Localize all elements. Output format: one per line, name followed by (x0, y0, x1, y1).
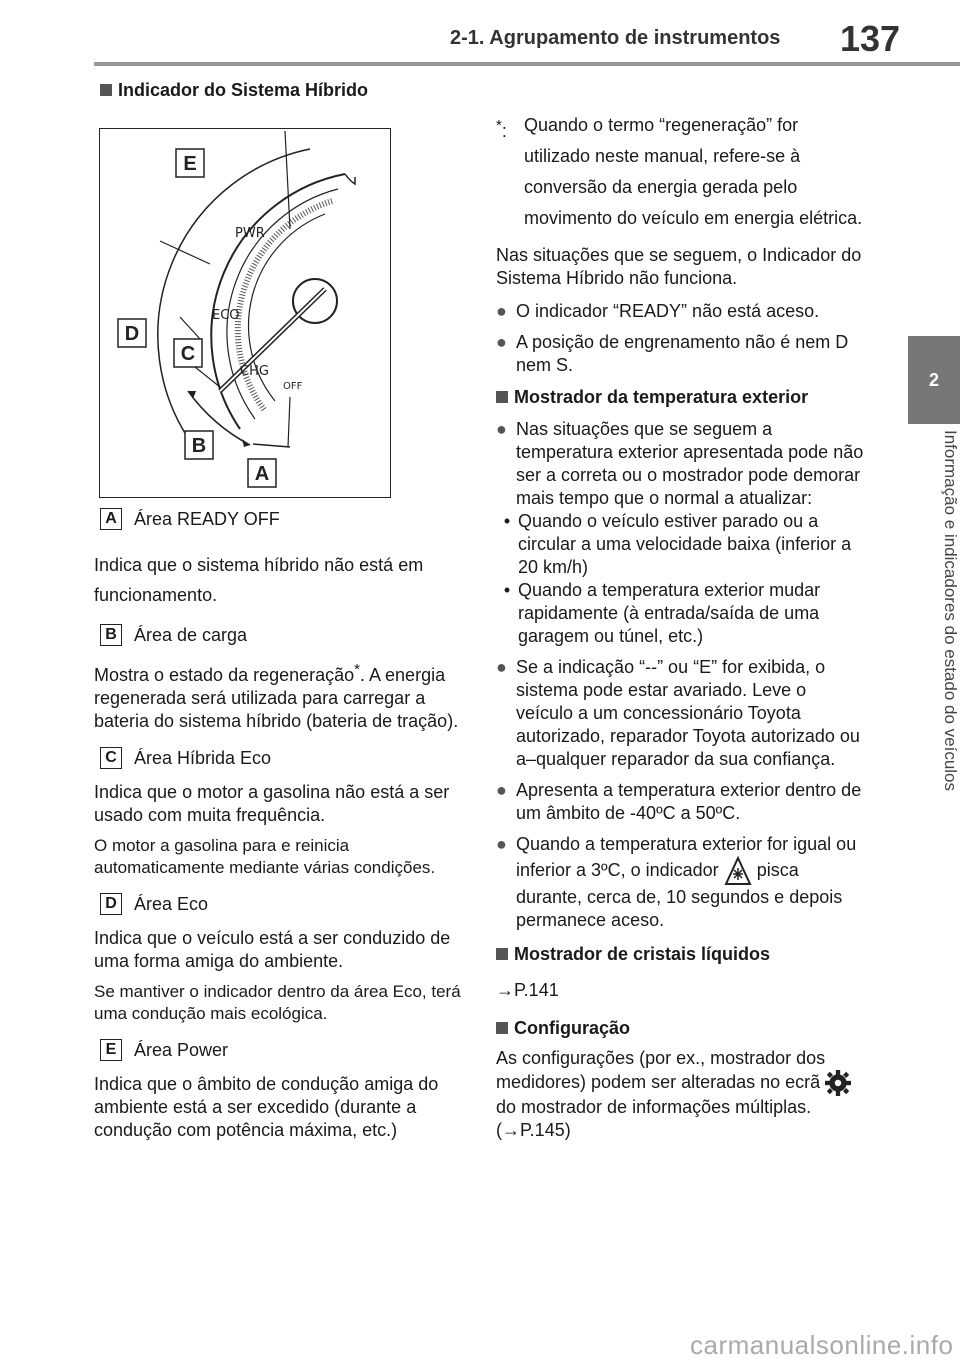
square-bullet-icon (496, 948, 508, 960)
chapter-title: 2-1. Agrupamento de instrumentos (450, 27, 781, 49)
list-item (94, 1039, 466, 1142)
list-item: ● Apresenta a temperatura exterior dentro de um âmbito de -40ºC a 50ºC. (496, 780, 862, 823)
list-item: ● O indicador “READY” não está aceso. (496, 301, 820, 321)
gear-icon (825, 1070, 851, 1096)
gauge-label-chg: CHG (240, 364, 269, 379)
list-item (94, 508, 466, 610)
item-text: Mostra o estado da regeneração*. A energia regenerada será utilizada para carregar a bateria do sistema híbrido (bateria de tração). (94, 661, 459, 731)
bullet-list-2 (496, 418, 866, 932)
section-title-settings: Configuração (496, 1018, 866, 1039)
list-item: • Quando o veículo estiver parado ou a circular a uma velocidade baixa (inferior a 20 km/h) (503, 511, 852, 577)
item-title: Área Eco (134, 893, 209, 914)
list-item (94, 747, 466, 879)
item-text: Indica que o sistema híbrido não está em funcionamento. (94, 555, 424, 605)
badge-b: B (100, 624, 122, 646)
list-item: ● Quando a temperatura exterior for igual ou inferior a 3ºC, o indicador pisca durante, cerca de, 10 segundos e depois permanece aceso. (496, 834, 857, 930)
bullet-dot-icon: ● (496, 780, 507, 800)
item-title: Área de carga (134, 624, 248, 645)
item-title: Área Híbrida Eco (134, 747, 272, 768)
area-list (94, 508, 466, 1142)
list-item: ● Nas situações que se seguem a temperatura exterior apresentada pode não ser a correta ou o mostrador pode demorar mais tempo que o normal a atualizar: (496, 419, 864, 508)
square-bullet-icon (496, 391, 508, 403)
bullet-dot-icon: ● (496, 301, 507, 321)
ice-warning-icon (724, 856, 752, 886)
header-divider (94, 62, 960, 66)
lcd-page-link[interactable]: →P.141 (496, 980, 559, 1000)
square-bullet-icon (496, 1022, 508, 1034)
bullet-dot-icon: ● (496, 834, 507, 854)
item-note: O motor a gasolina para e reinicia automaticamente mediante várias condições. (94, 836, 436, 877)
page-header (0, 0, 960, 70)
footnote-mark: * (496, 117, 502, 134)
list-item (94, 624, 466, 733)
item-text: Indica que o veículo está a ser conduzido de uma forma amiga do ambiente. (94, 928, 451, 971)
section-title-outside-temp: Mostrador da temperatura exterior (496, 387, 866, 408)
badge-a: A (100, 508, 122, 530)
badge-c: C (100, 747, 122, 769)
footer-watermark: carmanualsonline.info (690, 1330, 954, 1360)
badge-e: E (100, 1039, 122, 1061)
settings-text: As configurações (por ex., mostrador dos medidores) podem ser alteradas no ecrã do mostrador de informações múltiplas. (→P.145) (496, 1047, 866, 1142)
square-bullet-icon (100, 84, 112, 96)
callout-d: D (124, 323, 140, 345)
section-title-hybrid-indicator: Indicador do Sistema Híbrido (100, 80, 368, 101)
callout-c: C (180, 343, 196, 365)
badge-d: D (100, 893, 122, 915)
hybrid-gauge-illustration (100, 129, 390, 497)
item-title: Área READY OFF (134, 508, 280, 529)
gauge-label-pwr: PWR (235, 226, 265, 241)
chapter-tab: 2 (908, 336, 960, 424)
footnote: *: Quando o termo “regeneração” for utilizado neste manual, refere-se à conversão da energia gerada pelo movimento do veículo em energia elétrica. (496, 110, 866, 234)
gauge-label-eco: ECO (212, 308, 240, 323)
item-note: Se mantiver o indicador dentro da área Eco, terá uma condução mais ecológica. (94, 982, 461, 1023)
bullet-list-1 (496, 300, 866, 377)
callout-a: A (254, 463, 270, 485)
hybrid-indicator-figure (99, 128, 391, 498)
right-column (496, 110, 866, 1142)
section-title-lcd: Mostrador de cristais líquidos (496, 944, 866, 965)
list-item: ● A posição de engrenamento não é nem D nem S. (496, 332, 849, 375)
intro-text: Nas situações que se seguem, o Indicador do Sistema Híbrido não funciona. (496, 245, 862, 288)
gauge-label-off: OFF (283, 381, 303, 392)
item-text: Indica que o motor a gasolina não está a ser usado com muita frequência. (94, 782, 450, 825)
list-item: ● Se a indicação “--” ou “E” for exibida, o sistema pode estar avariado. Leve o veículo a um concessionário Toyota autorizado, reparador Toyota autorizado ou a–qualquer reparador da sua confiança. (496, 657, 860, 769)
page-number: 137 (840, 18, 901, 59)
bullet-dot-icon: ● (496, 332, 507, 352)
footnote-text: Quando o termo “regeneração” for utilizado neste manual, refere-se à conversão da energia gerada pelo movimento do veículo em energia elétrica. (524, 115, 863, 228)
chapter-side-label: Informação e indicadores do estado do veículos (941, 430, 960, 792)
list-item: • Quando a temperatura exterior mudar rapidamente (à entrada/saída de uma garagem ou túnel, etc.) (503, 580, 821, 646)
list-item (94, 893, 466, 1025)
bullet-dot-icon: ● (496, 419, 507, 439)
item-title: Área Power (134, 1039, 229, 1060)
bullet-dot-icon: ● (496, 657, 507, 677)
item-text: Indica que o âmbito de condução amiga do ambiente está a ser excedido (durante a condução com potência máxima, etc.) (94, 1074, 439, 1140)
callout-e: E (183, 153, 197, 175)
callout-b: B (191, 435, 207, 457)
